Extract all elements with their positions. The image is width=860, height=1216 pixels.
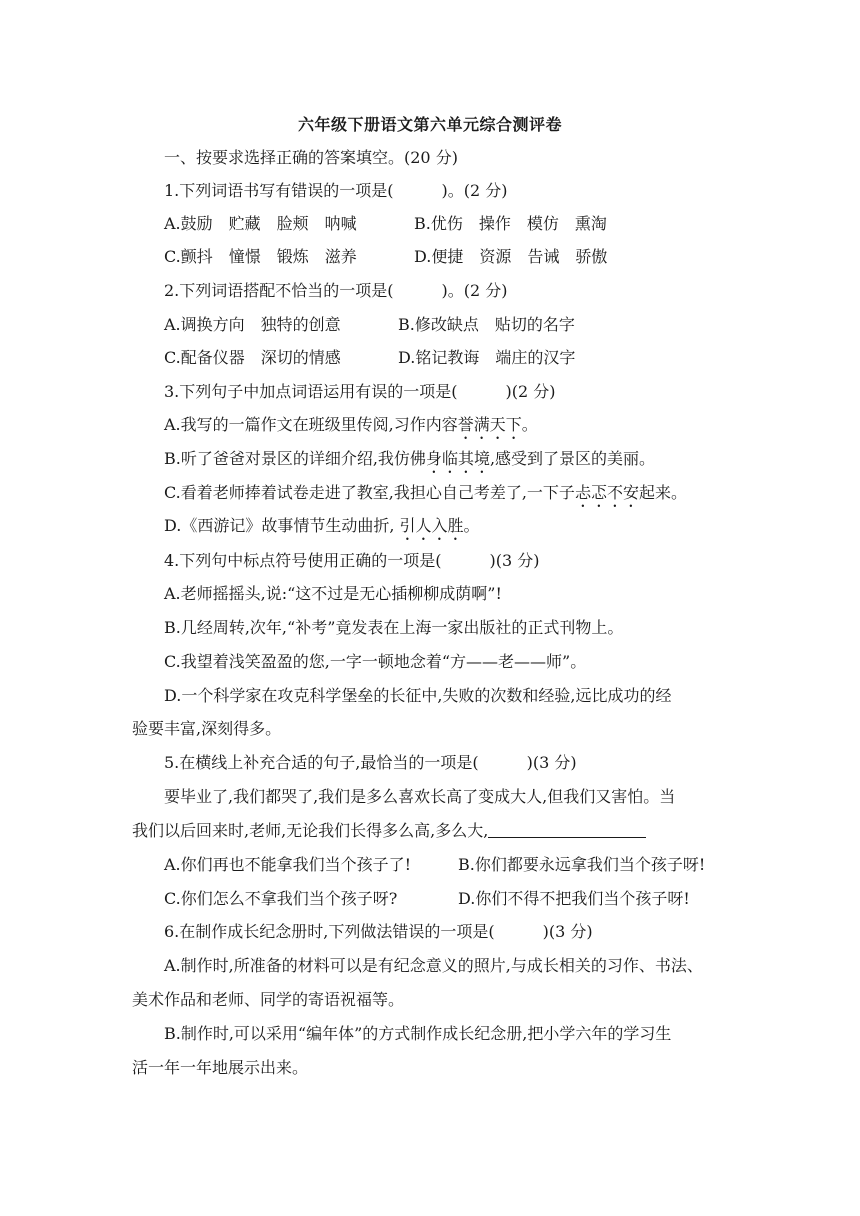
question-4-option-a: A.老师摇摇头,说:“这不过是无心插柳柳成荫啊”! [164, 584, 502, 603]
question-6-option-b-line2: 活一年一年地展示出来。 [132, 1058, 309, 1077]
option-text: 起来。 [638, 483, 687, 502]
question-5-option-b: B.你们都要永远拿我们当个孩子呀! [458, 855, 706, 874]
question-3-option-b [164, 447, 655, 477]
question-6-option-a-line1: A.制作时,所准备的材料可以是有纪念意义的照片,与成长相关的习作、书法、 [164, 956, 703, 975]
option-text: B.听了爸爸对景区的详细介绍,我仿佛 [164, 449, 426, 468]
question-3-option-a [164, 413, 538, 443]
question-6-option-b-line1: B.制作时,可以采用“编年体”的方式制作成长纪念册,把小学六年的学习生 [164, 1024, 672, 1043]
question-3-option-d [164, 514, 480, 544]
question-2-option-b: B.修改缺点 贴切的名字 [398, 315, 575, 334]
option-text: ,感受到了景区的美丽。 [489, 449, 656, 468]
question-1-option-b: B.优伤 操作 模仿 熏淘 [414, 214, 607, 233]
question-3-option-c [164, 481, 687, 511]
question-4-option-d-line1: D.一个科学家在攻克科学堡垒的长征中,失败的次数和经验,远比成功的经 [164, 686, 672, 705]
option-text: 。 [521, 415, 538, 434]
dotted-phrase: 忐忑不安 [574, 483, 639, 502]
answer-blank[interactable] [488, 821, 646, 838]
question-4-option-d-line2: 验要丰富,深刻得多。 [132, 719, 282, 738]
question-4-stem: 4.下列句中标点符号使用正确的一项是( )(3 分) [164, 551, 540, 570]
question-6-stem: 6.在制作成长纪念册时,下列做法错误的一项是( )(3 分) [164, 922, 593, 941]
question-5-passage-line1: 要毕业了,我们都哭了,我们是多么喜欢长高了变成大人,但我们又害怕。当 [164, 787, 676, 806]
exam-title: 六年级下册语文第六单元综合测评卷 [297, 115, 562, 134]
question-5-passage-line2 [132, 819, 646, 843]
option-text: D.《西游记》故事情节生动曲折, [164, 516, 400, 535]
question-2-stem: 2.下列词语搭配不恰当的一项是( )。(2 分) [164, 281, 508, 300]
question-1-option-a: A.鼓励 贮藏 脸颊 呐喊 [164, 214, 357, 233]
question-1-option-d: D.便捷 资源 告诫 骄傲 [414, 247, 608, 266]
question-2-option-a: A.调换方向 独特的创意 [164, 315, 341, 334]
question-5-option-d: D.你们不得不把我们当个孩子呀! [458, 889, 690, 908]
dotted-phrase: 引人入胜 [399, 516, 464, 535]
question-2-option-c: C.配备仪器 深切的情感 [164, 348, 341, 367]
option-text: A.我写的一篇作文在班级里传阅,习作内容 [164, 415, 458, 434]
question-2-option-d: D.铭记教诲 端庄的汉字 [398, 348, 576, 367]
question-4-option-b: B.几经周转,次年,“补考”竟发表在上海一家出版社的正式刊物上。 [164, 618, 624, 637]
section-heading: 一、按要求选择正确的答案填空。(20 分) [164, 148, 458, 167]
question-6-option-a-line2: 美术作品和老师、同学的寄语祝福等。 [132, 990, 405, 1009]
question-1-stem: 1.下列词语书写有错误的一项是( )。(2 分) [164, 181, 508, 200]
question-5-stem: 5.在横线上补充合适的句子,最恰当的一项是( )(3 分) [164, 753, 577, 772]
question-5-option-a: A.你们再也不能拿我们当个孩子了! [164, 855, 412, 874]
dotted-phrase: 誉满天下 [457, 415, 522, 434]
question-3-stem: 3.下列句子中加点词语运用有误的一项是( )(2 分) [164, 382, 556, 401]
question-1-option-c: C.颤抖 憧憬 锻炼 滋养 [164, 247, 357, 266]
question-5-option-c: C.你们怎么不拿我们当个孩子呀? [164, 889, 398, 908]
option-text: C.看着老师捧着试卷走进了教室,我担心自己考差了,一下子 [164, 483, 575, 502]
dotted-phrase: 身临其境 [425, 449, 490, 468]
option-text: 。 [463, 516, 480, 535]
question-4-option-c: C.我望着浅笑盈盈的您,一字一顿地念着“方——老——师”。 [164, 652, 587, 671]
passage-text: 我们以后回来时,老师,无论我们长得多么高,多么大, [132, 821, 489, 840]
